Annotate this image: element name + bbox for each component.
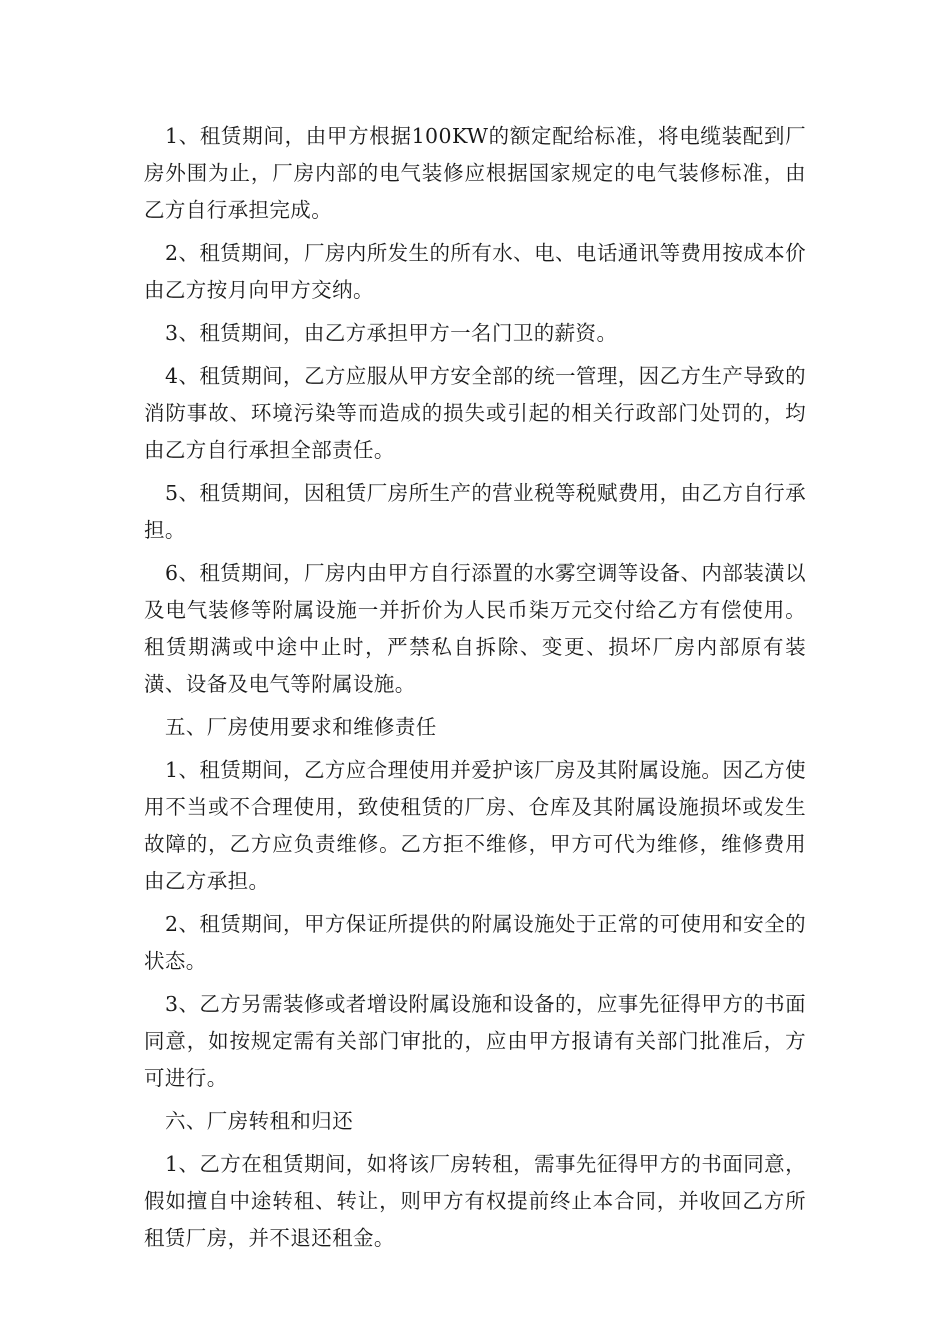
section-heading: 六、厂房转租和归还	[165, 1109, 354, 1133]
clause-paragraph: 1、租赁期间，乙方应合理使用并爱护该厂房及其附属设施。因乙方使用不当或不合理使用，致使租赁的厂房、仓库及其附属设施损坏或发生故障的，乙方应负责维修。乙方拒不维修，甲方可代为维修，维修费用由乙方承担。	[144, 758, 806, 893]
clause-paragraph: 3、乙方另需装修或者增设附属设施和设备的，应事先征得甲方的书面同意，如按规定需有关部门审批的，应由甲方报请有关部门批准后，方可进行。	[144, 992, 806, 1090]
clause-paragraph: 1、租赁期间，由甲方根据100KW的额定配给标准，将电缆装配到厂房外围为止，厂房内部的电气装修应根据国家规定的电气装修标准，由乙方自行承担完成。	[144, 124, 806, 222]
clause-paragraph: 3、租赁期间，由乙方承担甲方一名门卫的薪资。	[165, 321, 618, 345]
clause-paragraph: 2、租赁期间，甲方保证所提供的附属设施处于正常的可使用和安全的状态。	[144, 912, 806, 973]
clause-paragraph: 4、租赁期间，乙方应服从甲方安全部的统一管理，因乙方生产导致的消防事故、环境污染等而造成的损失或引起的相关行政部门处罚的，均由乙方自行承担全部责任。	[144, 364, 806, 462]
clause-paragraph: 5、租赁期间，因租赁厂房所生产的营业税等税赋费用，由乙方自行承担。	[144, 481, 806, 542]
clause-paragraph: 2、租赁期间，厂房内所发生的所有水、电、电话通讯等费用按成本价由乙方按月向甲方交纳。	[144, 241, 806, 302]
section-heading: 五、厂房使用要求和维修责任	[165, 715, 437, 739]
document-body	[144, 118, 806, 1263]
clause-paragraph: 6、租赁期间，厂房内由甲方自行添置的水雾空调等设备、内部装潢以及电气装修等附属设施一并折价为人民币柒万元交付给乙方有偿使用。租赁期满或中途中止时，严禁私自拆除、变更、损坏厂房内部原有装潢、设备及电气等附属设施。	[144, 561, 806, 696]
clause-paragraph: 1、乙方在租赁期间，如将该厂房转租，需事先征得甲方的书面同意，假如擅自中途转租、转让，则甲方有权提前终止本合同，并收回乙方所租赁厂房，并不退还租金。	[144, 1152, 806, 1250]
